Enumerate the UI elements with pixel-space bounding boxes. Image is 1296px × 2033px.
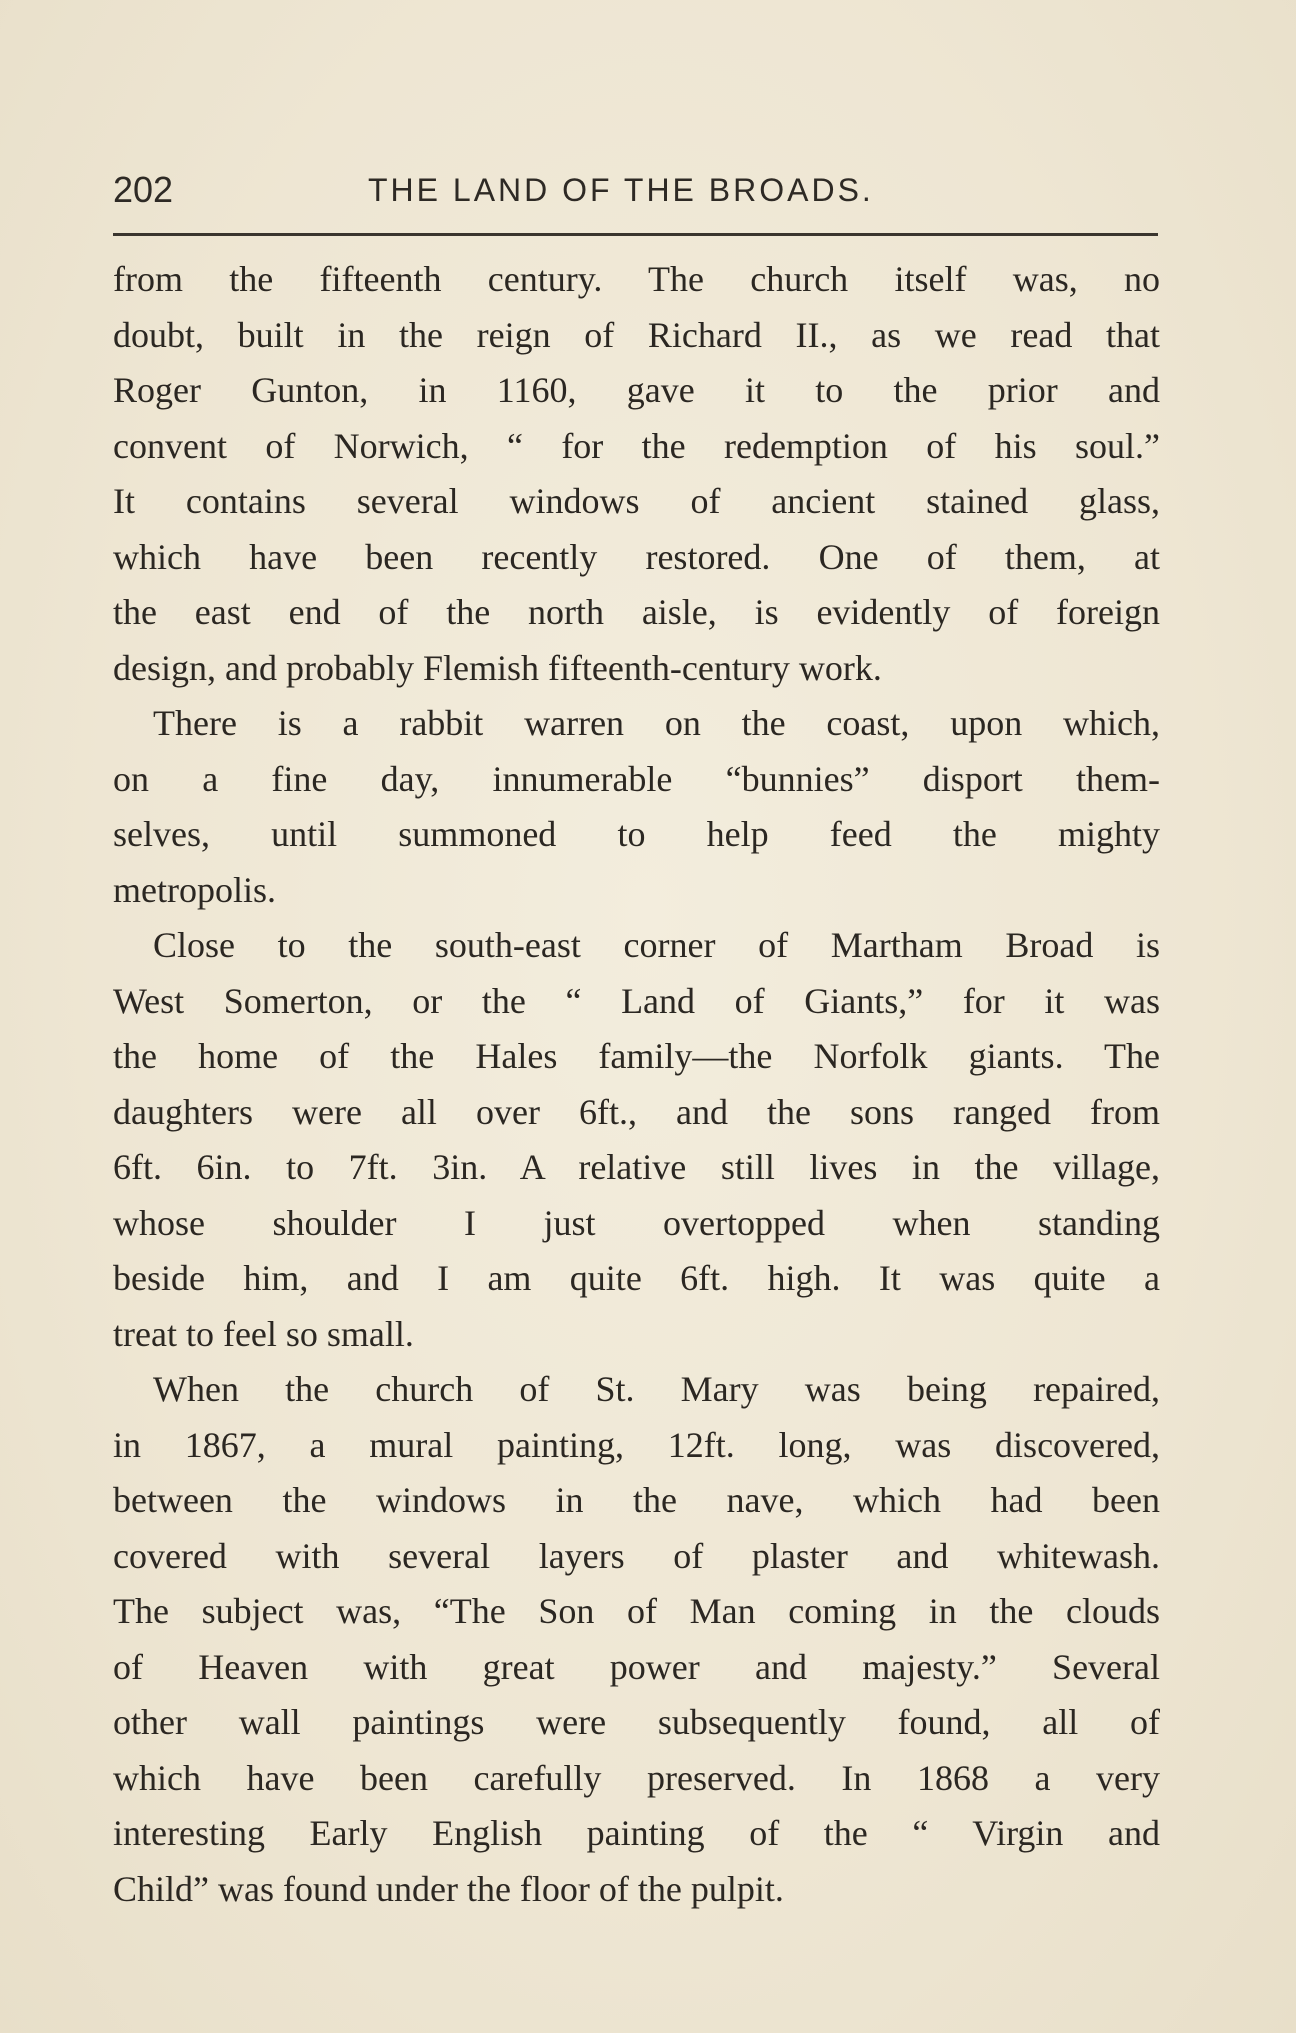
text-line: on a fine day, innumerable “bunnies” disport them- <box>113 758 1160 799</box>
text-line: Roger Gunton, in 1160, gave it to the prior and <box>113 370 1160 410</box>
text-line: from the fifteenth century. The church itself was, no <box>113 259 1160 299</box>
text-line: West Somerton, or the “ Land of Giants,” for it was <box>113 980 1160 1021</box>
text-line: design, and probably Flemish fifteenth-century work. <box>113 647 882 688</box>
text-line: metropolis. <box>113 869 276 910</box>
text-line: interesting Early English painting of the “ Virgin and <box>113 1813 1160 1853</box>
text-line: in 1867, a mural painting, 12ft. long, was discovered, <box>113 1424 1160 1465</box>
text-line: which have been carefully preserved. In 1868 a very <box>113 1757 1160 1798</box>
text-line: between the windows in the nave, which had been <box>113 1480 1160 1520</box>
body-text <box>113 252 1160 1917</box>
running-title: THE LAND OF THE BROADS. <box>368 172 874 208</box>
text-line: treat to feel so small. <box>113 1313 414 1354</box>
text-line: convent of Norwich, “ for the redemption of his soul.” <box>113 425 1160 466</box>
text-line: Child” was found under the floor of the pulpit. <box>113 1868 784 1909</box>
text-line: which have been recently restored. One of them, at <box>113 536 1160 577</box>
text-line: covered with several layers of plaster and whitewash. <box>113 1535 1160 1576</box>
text-line: whose shoulder I just overtopped when standing <box>113 1202 1160 1243</box>
text-line: daughters were all over 6ft., and the sons ranged from <box>113 1091 1160 1132</box>
text-line: beside him, and I am quite 6ft. high. It was quite a <box>113 1258 1160 1298</box>
text-line: of Heaven with great power and majesty.” Several <box>113 1646 1160 1687</box>
text-line: When the church of St. Mary was being repaired, <box>153 1369 1160 1409</box>
text-line: the home of the Hales family—the Norfolk giants. The <box>113 1036 1160 1076</box>
page-number: 202 <box>113 169 174 210</box>
text-line: There is a rabbit warren on the coast, upon which, <box>153 703 1160 743</box>
text-line: the east end of the north aisle, is evidently of foreign <box>113 592 1160 632</box>
text-line: selves, until summoned to help feed the mighty <box>113 814 1160 854</box>
text-line: Close to the south-east corner of Martham Broad is <box>153 925 1160 965</box>
page-header <box>113 165 1158 215</box>
text-line: It contains several windows of ancient stained glass, <box>113 481 1160 521</box>
text-line: 6ft. 6in. to 7ft. 3in. A relative still lives in the village, <box>113 1147 1160 1187</box>
text-line: doubt, built in the reign of Richard II., as we read that <box>113 314 1160 355</box>
text-line: other wall paintings were subsequently found, all of <box>113 1702 1160 1742</box>
text-line: The subject was, “The Son of Man coming in the clouds <box>113 1591 1160 1631</box>
header-rule <box>113 233 1158 236</box>
